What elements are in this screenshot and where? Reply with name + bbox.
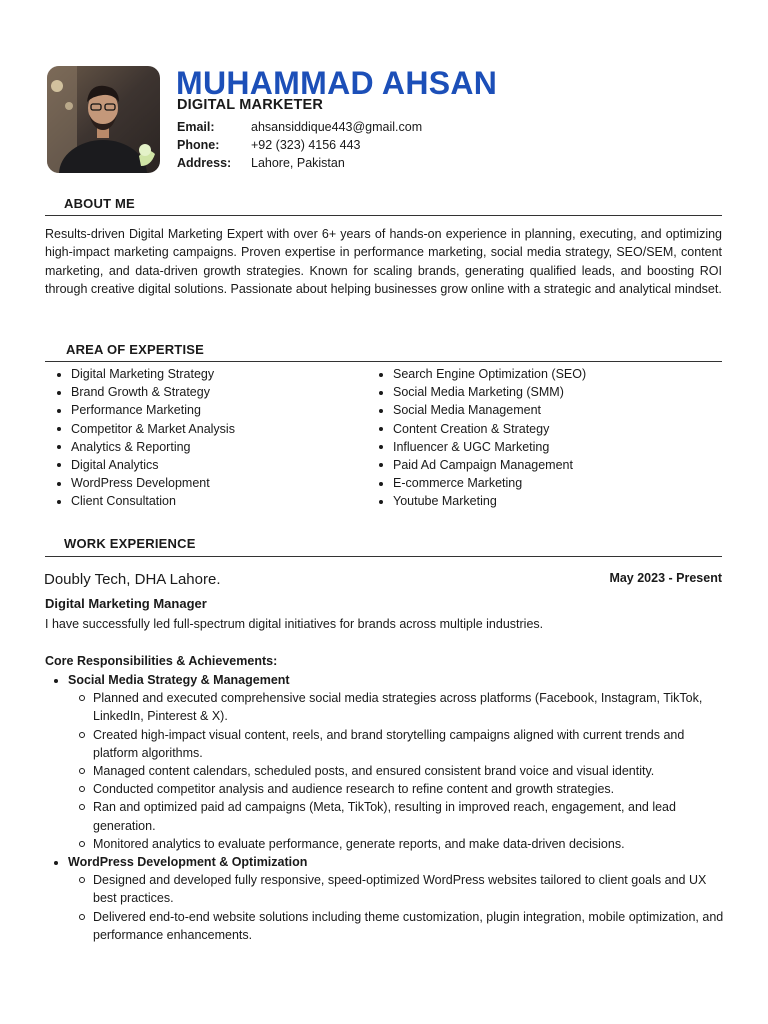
work-heading: WORK EXPERIENCE: [64, 536, 196, 551]
list-item: Created high-impact visual content, reels, and brand storytelling campaigns aligned with current trends and platform algorithms.: [93, 726, 725, 762]
list-item: Content Creation & Strategy: [378, 420, 586, 438]
list-item: Monitored analytics to evaluate performance, generate reports, and make data-driven decisions.: [93, 835, 725, 853]
profile-photo: [47, 66, 160, 173]
list-item: Client Consultation: [56, 492, 235, 510]
list-item: Managed content calendars, scheduled posts, and ensured consistent brand voice and visual identity.: [93, 762, 725, 780]
expertise-list-left: [56, 365, 235, 511]
list-item: Social Media Management: [378, 401, 586, 419]
expertise-heading: AREA OF EXPERTISE: [66, 342, 204, 357]
email-value[interactable]: ahsansiddique443@gmail.com: [251, 120, 423, 134]
responsibility-group-wordpress: [45, 853, 725, 944]
responsibilities: [45, 671, 725, 944]
job-summary: I have successfully led full-spectrum digital initiatives for brands across multiple industries.: [45, 617, 544, 631]
list-item: Ran and optimized paid ad campaigns (Meta, TikTok), resulting in improved reach, engagement, and lead generation.: [93, 798, 725, 834]
job-role: Digital Marketing Manager: [45, 596, 207, 611]
expertise-divider: [45, 361, 722, 362]
phone-label: Phone:: [177, 138, 220, 152]
group-items: [68, 689, 725, 853]
core-heading: Core Responsibilities & Achievements:: [45, 654, 278, 668]
list-item: Digital Analytics: [56, 456, 235, 474]
group-title: WordPress Development & Optimization: [68, 853, 725, 871]
email-label: Email:: [177, 120, 215, 134]
employment-dates: May 2023 - Present: [609, 571, 722, 585]
company-name: Doubly Tech, DHA Lahore.: [44, 571, 221, 588]
list-item: E-commerce Marketing: [378, 474, 586, 492]
list-item: Brand Growth & Strategy: [56, 383, 235, 401]
candidate-name: MUHAMMAD AHSAN: [176, 65, 498, 101]
candidate-title: DIGITAL MARKETER: [177, 97, 324, 113]
contact-email: [177, 118, 422, 136]
list-item: Youtube Marketing: [378, 492, 586, 510]
list-item: Delivered end-to-end website solutions including theme customization, plugin integration, mobile optimization, and performance enhancements.: [93, 908, 725, 944]
about-divider: [45, 215, 722, 216]
list-item: Performance Marketing: [56, 401, 235, 419]
address-value: Lahore, Pakistan: [251, 156, 345, 170]
contact-info: [177, 118, 422, 172]
list-item: Designed and developed fully responsive, speed-optimized WordPress websites tailored to client goals and UX best practices.: [93, 871, 725, 907]
group-title: Social Media Strategy & Management: [68, 671, 725, 689]
responsibility-group-social: [45, 671, 725, 853]
list-item: Social Media Marketing (SMM): [378, 383, 586, 401]
list-item: Competitor & Market Analysis: [56, 420, 235, 438]
group-items: [68, 871, 725, 944]
phone-value[interactable]: +92 (323) 4156 443: [251, 138, 361, 152]
expertise-list-right: [378, 365, 586, 511]
list-item: Influencer & UGC Marketing: [378, 438, 586, 456]
list-item: Search Engine Optimization (SEO): [378, 365, 586, 383]
list-item: Paid Ad Campaign Management: [378, 456, 586, 474]
profile-photo-image: [47, 66, 160, 173]
about-text: Results-driven Digital Marketing Expert with over 6+ years of hands-on experience in planning, executing, and optimizing high-impact marketing campaigns. Proven expertise in performance marketing, social media strategy, SEO/SEM, content marketing, and data-driven growth strategies. Known for scaling brands, generating qualified leads, and boosting ROI through creative digital solutions. Passionate about helping businesses grow online with a strategic and analytical mindset.: [45, 227, 722, 296]
address-label: Address:: [177, 156, 232, 170]
list-item: WordPress Development: [56, 474, 235, 492]
list-item: Planned and executed comprehensive social media strategies across platforms (Facebook, Instagram, TikTok, LinkedIn, Pinterest & X).: [93, 689, 725, 725]
about-heading: ABOUT ME: [64, 196, 135, 211]
list-item: Conducted competitor analysis and audience research to refine content and growth strategies.: [93, 780, 725, 798]
contact-phone: [177, 136, 422, 154]
list-item: Analytics & Reporting: [56, 438, 235, 456]
work-divider: [45, 556, 722, 557]
list-item: Digital Marketing Strategy: [56, 365, 235, 383]
contact-address: [177, 154, 422, 172]
